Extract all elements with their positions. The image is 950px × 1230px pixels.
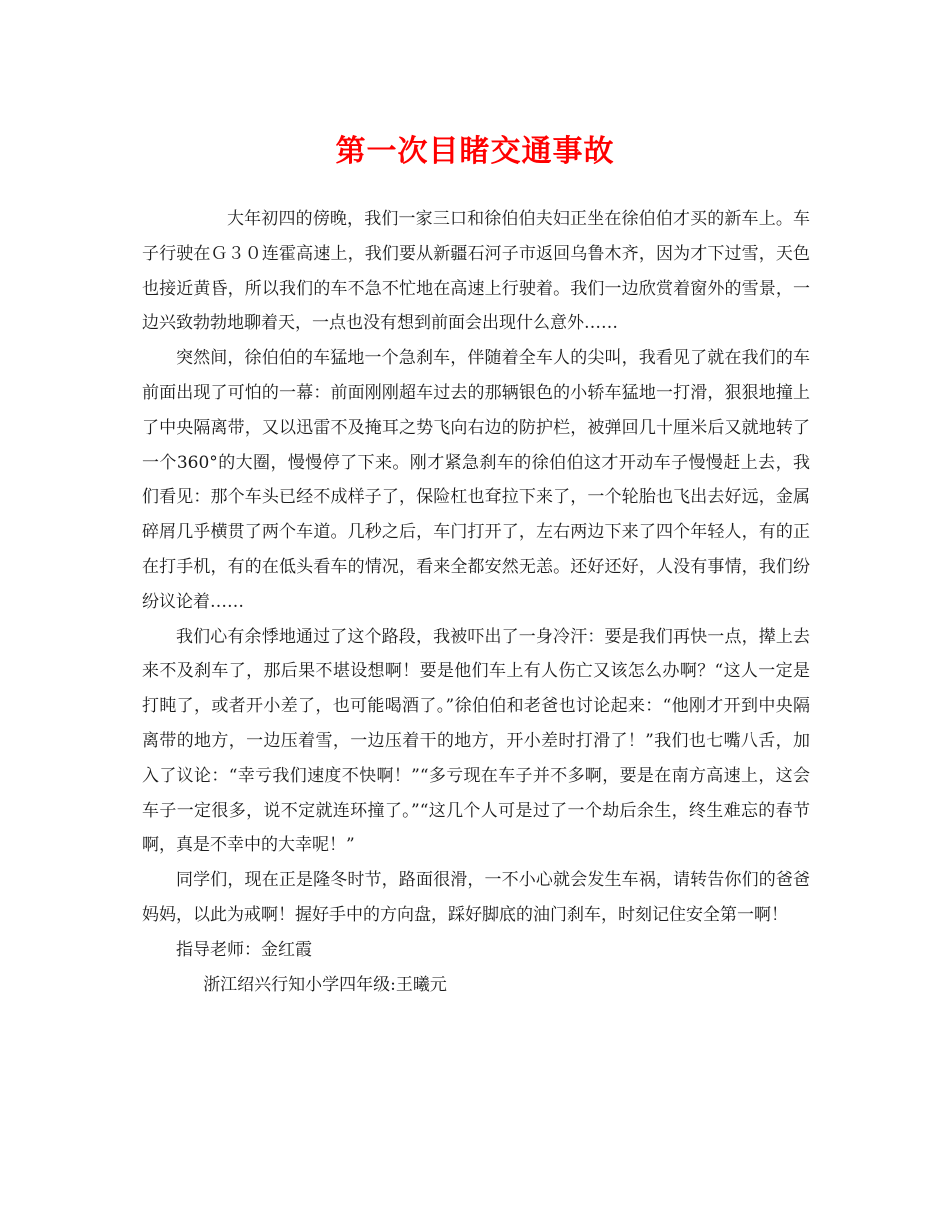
author-line: 浙江绍兴行知小学四年级:王曦元 <box>203 974 447 995</box>
teacher-line: 指导老师：金红霞 <box>176 939 312 960</box>
paragraph-3: 我们心有余悸地通过了这个路段，我被吓出了一身冷汗：要是我们再快一点，撵上去来不及刹车了，那后果不堪设想啊！要是他们车上有人伤亡又该怎么办啊？“这人一定是打盹了，或者开小差了，也可能喝酒了。”徐伯伯和老爸也讨论起来：“他刚才开到中央隔离带的地方，一边压着雪，一边压着干的地方，开小差时打滑了！”我们也七嘴八舌，加入了议论：“幸亏我们速度不快啊！”“多亏现在车子并不多啊，要是在南方高速上，这会车子一定很多，说不定就连环撞了。”“这几个人可是过了一个劫后余生，终生难忘的春节啊，真是不幸中的大幸呢！” <box>142 626 810 856</box>
document-body <box>142 202 810 1002</box>
paragraph-4: 同学们，现在正是隆冬时节，路面很滑，一不小心就会发生车祸，请转告你们的爸爸妈妈，以此为戒啊！握好手中的方向盘，踩好脚底的油门刹车，时刻记住安全第一啊！ <box>142 870 810 925</box>
document-title: 第一次目睹交通事故 <box>335 134 615 169</box>
paragraph-1: 大年初四的傍晚，我们一家三口和徐伯伯夫妇正坐在徐伯伯才买的新车上。车子行驶在Ｇ３０连霍高速上，我们要从新疆石河子市返回乌鲁木齐，因为才下过雪，天色也接近黄昏，所以我们的车不急不忙地在高速上行驶着。我们一边欣赏着窗外的雪景，一边兴致勃勃地聊着天，一点也没有想到前面会出现什么意外…… <box>142 209 810 334</box>
paragraph-2: 突然间，徐伯伯的车猛地一个急刹车，伴随着全车人的尖叫，我看见了就在我们的车前面出现了可怕的一幕：前面刚刚超车过去的那辆银色的小轿车猛地一打滑，狠狠地撞上了中央隔离带，又以迅雷不及掩耳之势飞向右边的防护栏，被弹回几十厘米后又就地转了一个360°的大圈，慢慢停了下来。刚才紧急刹车的徐伯伯这才开动车子慢慢赶上去，我们看见：那个车头已经不成样子了，保险杠也耷拉下来了，一个轮胎也飞出去好远，金属碎屑几乎横贯了两个车道。几秒之后，车门打开了，左右两边下来了四个年轻人，有的正在打手机，有的在低头看车的情况，看来全都安然无恙。还好还好，人没有事情，我们纷纷议论着…… <box>142 348 810 612</box>
